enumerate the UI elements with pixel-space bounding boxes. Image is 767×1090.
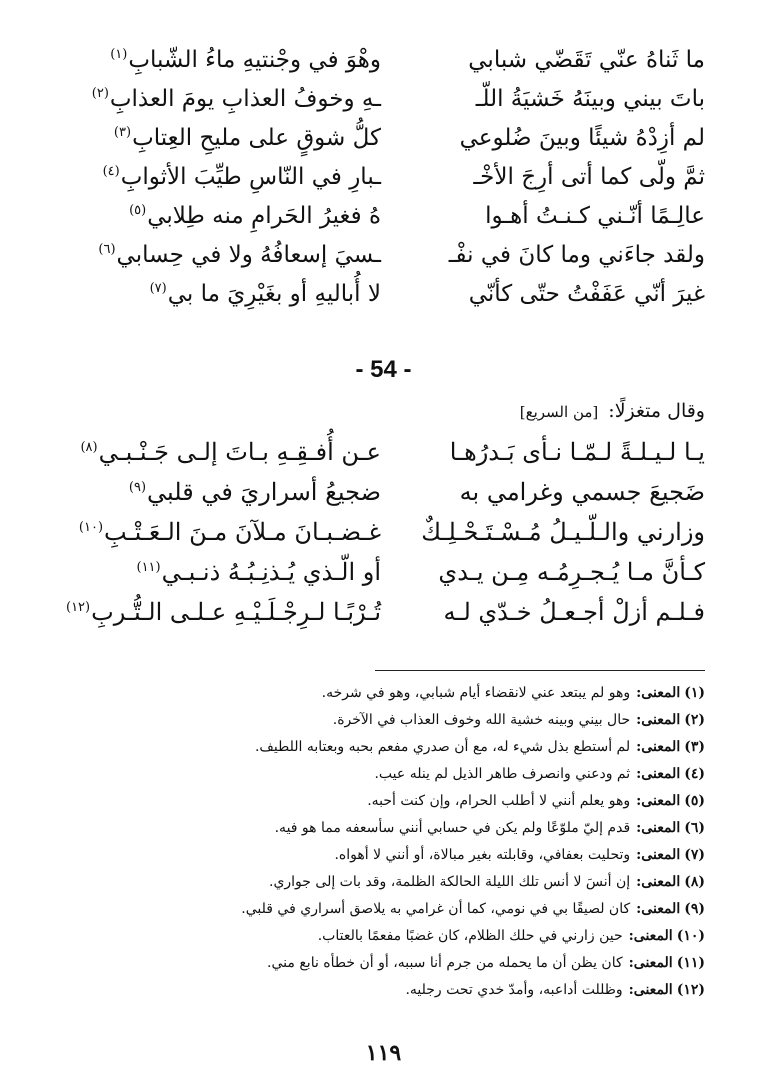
footnote bbox=[65, 680, 705, 707]
second-hemistich: غـضـبـانَ مـلآنَ مـنَ الـعَـتْـبِ$^{(١٠)}$ bbox=[78, 518, 381, 546]
verse bbox=[65, 79, 705, 118]
footnote-label: المعنى: bbox=[636, 874, 681, 890]
footnote-ref: (١٠) bbox=[78, 520, 104, 535]
footnote-number: (٥) bbox=[684, 793, 705, 809]
footnote-text: حال بيني وبينه خشية الله وخوف العذاب في الآخرة. bbox=[332, 712, 631, 728]
first-hemistich: يـا لـيـلـةً لـمّـا نـأى بَـدرُهـا bbox=[449, 438, 705, 466]
poem-54 bbox=[65, 432, 705, 632]
footnote-ref: (٨) bbox=[80, 440, 98, 455]
verse bbox=[65, 40, 705, 79]
footnote-ref: (٤) bbox=[102, 163, 120, 179]
verse bbox=[65, 274, 705, 313]
second-hemistich: تُـرْبًـا لـرِجْـلَـيْـهِ عـلـى الـتُّـربِ$^{(١٢)}$ bbox=[65, 598, 381, 626]
footnote-label: المعنى: bbox=[636, 793, 681, 809]
second-hemistich: كلُّ شوقٍ على مليحِ العِتابِ$^{(٣)}$ bbox=[113, 124, 381, 151]
footnote-ref: (٣) bbox=[113, 124, 132, 140]
verse bbox=[65, 118, 705, 157]
footnote bbox=[65, 950, 705, 977]
verse bbox=[65, 157, 705, 196]
footnote-text: ثم ودعني وانصرف طاهر الذيل لم ينله عيب. bbox=[374, 766, 631, 782]
footnote-divider bbox=[375, 670, 705, 671]
footnote-ref: (١) bbox=[110, 46, 128, 62]
footnote-ref: (١٢) bbox=[65, 600, 91, 615]
footnote-number: (٤) bbox=[684, 766, 705, 782]
footnote-text: وهو لم يبتعد عني لانقضاء أيام شبابي، وهو في شرخه. bbox=[321, 685, 631, 701]
footnote bbox=[65, 842, 705, 869]
footnote-number: (١٢) bbox=[676, 982, 705, 998]
verse bbox=[65, 592, 705, 632]
footnote-label: المعنى: bbox=[636, 712, 681, 728]
verse bbox=[65, 552, 705, 592]
footnotes bbox=[65, 680, 705, 1004]
second-hemistich: لا أُباليهِ أو بغَيْرِيَ ما بي$^{(٧)}$ bbox=[149, 280, 381, 307]
footnote-label: المعنى: bbox=[636, 820, 681, 836]
second-hemistich: عـن أُفـقِـهِ بـاتَ إلـى جَـنْـبـي$^{(٨)}$ bbox=[80, 438, 381, 466]
footnote-number: (٧) bbox=[684, 847, 705, 863]
intro-text: وقال متغزلًا: bbox=[608, 400, 705, 422]
footnote bbox=[65, 788, 705, 815]
first-hemistich: باتَ بيني وبينَهُ خَشيَةُ اللّـ bbox=[475, 85, 705, 112]
footnote-number: (٣) bbox=[684, 739, 705, 755]
second-hemistich: وهْوَ في وجْنتيهِ ماءُ الشّبابِ$^{(١)}$ bbox=[110, 46, 381, 73]
verse bbox=[65, 472, 705, 512]
footnote-number: (٩) bbox=[684, 901, 705, 917]
footnote bbox=[65, 734, 705, 761]
verse bbox=[65, 235, 705, 274]
footnote-ref: (٩) bbox=[128, 480, 147, 495]
footnote-ref: (٥) bbox=[129, 202, 147, 218]
first-hemistich: ثمَّ ولّى كما أتى أرِجَ الأخْـ bbox=[473, 163, 705, 190]
footnote-ref: (١١) bbox=[136, 560, 161, 575]
footnote-label: المعنى: bbox=[636, 766, 681, 782]
footnote-text: حين زارني في حلك الظلام، كان غضبًا مفعمًا بالعتاب. bbox=[317, 928, 623, 944]
footnote-number: (٦) bbox=[684, 820, 705, 836]
footnote bbox=[65, 896, 705, 923]
first-hemistich: ما ثَناهُ عنّي تَقَضّي شبابي bbox=[468, 46, 705, 73]
footnote-label: المعنى: bbox=[628, 928, 673, 944]
footnote-label: المعنى: bbox=[628, 955, 673, 971]
footnote-text: لم أستطع بذل شيء له، مع أن صدري مفعم بحبه وبعتابه اللطيف. bbox=[254, 739, 631, 755]
first-hemistich: عالِـمًا أنّـني كـنـتُ أهـوا bbox=[485, 202, 705, 229]
footnote-text: وهو يعلم أنني لا أطلب الحرام، وإن كنت أحبه. bbox=[367, 793, 631, 809]
first-hemistich: كـأنَّ مـا يُـجـرِمُـه مِـن يـدي bbox=[438, 558, 705, 586]
footnote bbox=[65, 977, 705, 1004]
verse bbox=[65, 512, 705, 552]
footnote-text: قدم إليّ ملوّعًا ولم يكن في حسابي أنني سأسعفه مما هو فيه. bbox=[274, 820, 631, 836]
footnote-label: المعنى: bbox=[636, 739, 681, 755]
footnote-ref: (٧) bbox=[149, 280, 167, 296]
footnote-label: المعنى: bbox=[636, 685, 681, 701]
poem-53-continuation bbox=[65, 40, 705, 313]
first-hemistich: وزارني والـلّـيـلُ مُـسْـتَـحْـلِـكٌ bbox=[421, 518, 705, 546]
second-hemistich: ضجيعُ أسراريَ في قلبي$^{(٩)}$ bbox=[128, 478, 381, 506]
page-number: ١١٩ bbox=[365, 1040, 402, 1066]
second-hemistich: ـسيَ إسعافُهُ ولا في حِسابي$^{(٦)}$ bbox=[98, 241, 381, 268]
footnote-text: كان لصيقًا بي في نومي، كما أن غرامي به يلاصق أسراري في قلبي. bbox=[241, 901, 631, 917]
footnote-label: المعنى: bbox=[636, 901, 681, 917]
poem-number: - 54 - bbox=[355, 356, 412, 383]
footnote-text: وتحليت بعفافي، وقابلته بغير مبالاة، أو أنني لا أهواه. bbox=[334, 847, 631, 863]
footnote-number: (١١) bbox=[676, 955, 705, 971]
first-hemistich: غيرَ أنّي عَفَفْتُ حتّى كأنّي bbox=[468, 280, 705, 307]
footnote-number: (٨) bbox=[684, 874, 705, 890]
first-hemistich: لم أزِدْهُ شيئًا وبينَ ضُلوعي bbox=[459, 124, 705, 151]
footnote-number: (٢) bbox=[684, 712, 705, 728]
second-hemistich: هُ فغيرُ الحَرامِ منه طِلابي$^{(٥)}$ bbox=[129, 202, 381, 229]
poem-intro bbox=[65, 400, 705, 422]
verse bbox=[65, 196, 705, 235]
meter-label: [من السريع] bbox=[519, 403, 599, 421]
footnote bbox=[65, 869, 705, 896]
footnote bbox=[65, 761, 705, 788]
footnote-text: إن أنسَ لا أنس تلك الليلة الحالكة الظلمة، وقد بات إلى جواري. bbox=[269, 874, 631, 890]
footnote bbox=[65, 707, 705, 734]
footnote-label: المعنى: bbox=[628, 982, 673, 998]
first-hemistich: ضَجيعَ جسمي وغرامي به bbox=[459, 478, 705, 506]
first-hemistich: فـلـم أزلْ أجـعـلُ خـدّي لـه bbox=[443, 598, 705, 626]
footnote-ref: (٢) bbox=[91, 85, 109, 101]
footnote-number: (١) bbox=[684, 685, 705, 701]
footnote bbox=[65, 815, 705, 842]
footnote-number: (١٠) bbox=[676, 928, 705, 944]
second-hemistich: ـبارِ في النّاسِ طيِّبَ الأثوابِ$^{(٤)}$ bbox=[102, 163, 381, 190]
footnote-ref: (٦) bbox=[98, 241, 116, 257]
second-hemistich: أو الّـذي يُـذنِـبُـهُ ذنـبـي$^{(١١)}$ bbox=[136, 558, 381, 586]
footnote-label: المعنى: bbox=[636, 847, 681, 863]
first-hemistich: ولقد جاءَني وما كانَ في نفْـ bbox=[448, 241, 705, 268]
second-hemistich: ـهِ وخوفُ العذابِ يومَ العذابِ$^{(٢)}$ bbox=[91, 85, 381, 112]
verse bbox=[65, 432, 705, 472]
footnote-text: وظللت أداعبه، وأمدّ خدي تحت رجليه. bbox=[405, 982, 623, 998]
footnote-text: كان يظن أن ما يحمله من جرم أنا سببه، أو أن خطأه نابع مني. bbox=[267, 955, 623, 971]
footnote bbox=[65, 923, 705, 950]
